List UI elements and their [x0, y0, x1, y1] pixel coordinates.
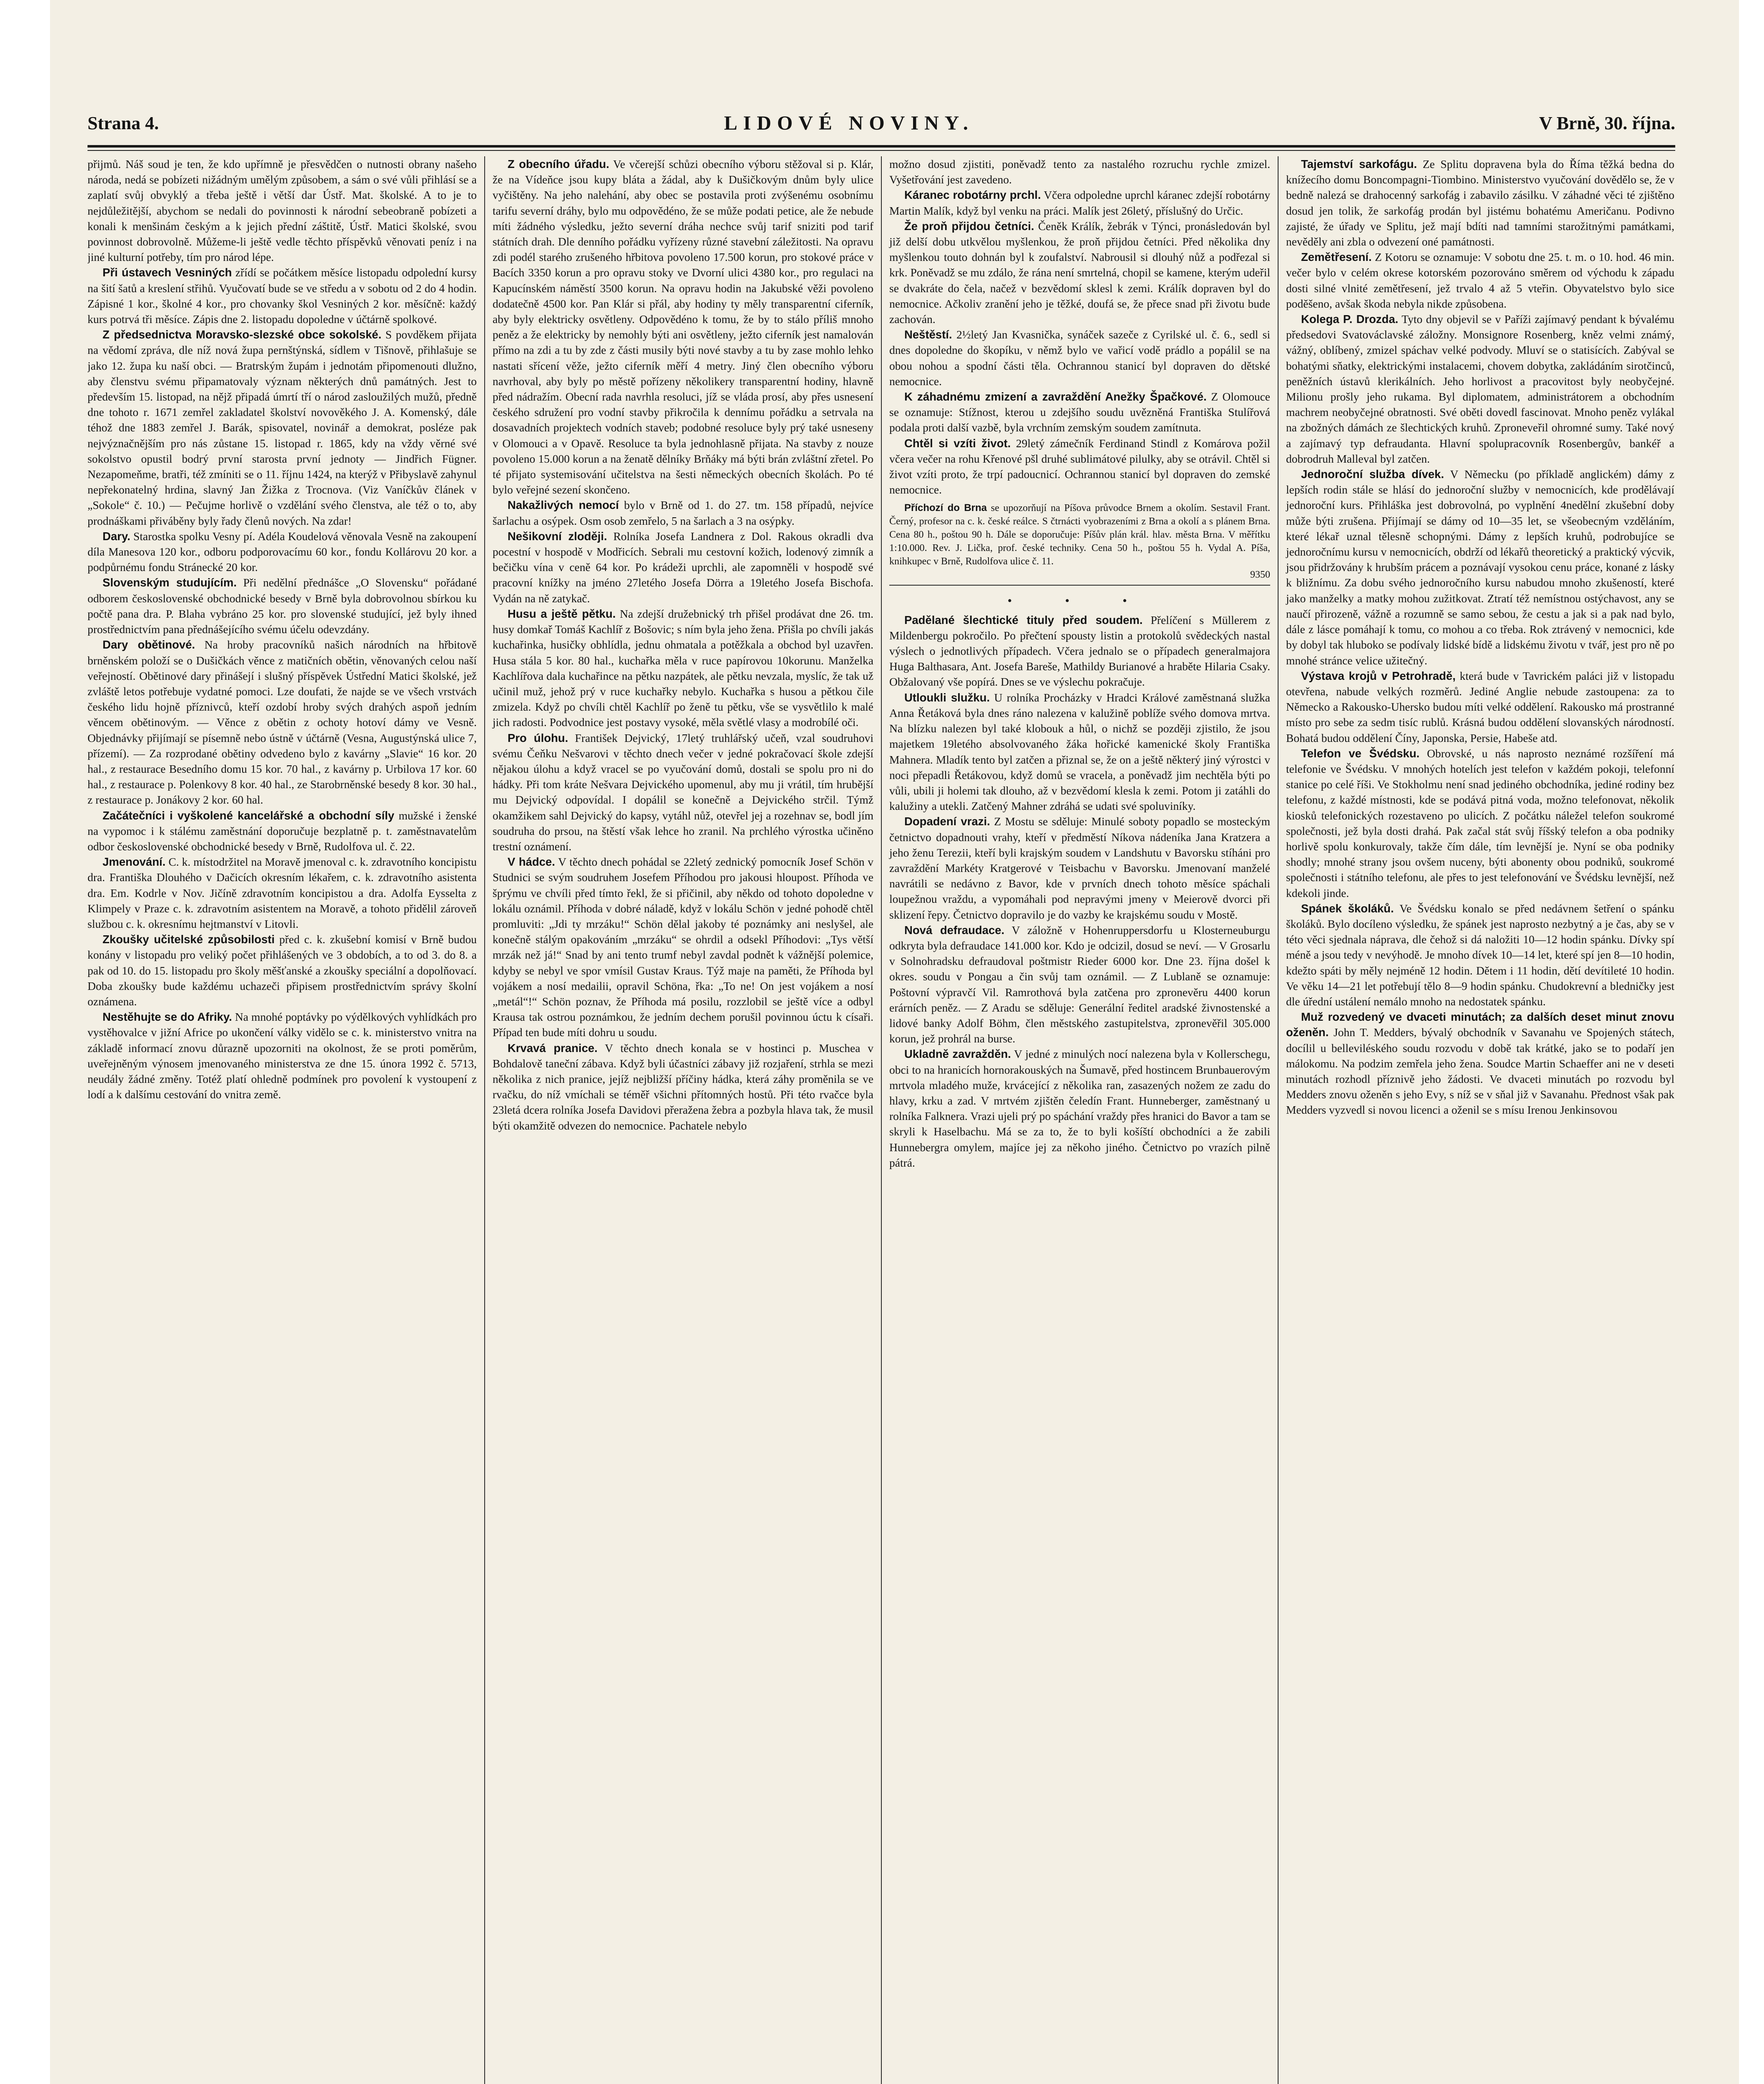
- article-body: zřídí se počátkem měsíce listopadu odpolední kursy na šití šatů a kreslení střihů. Vyučovatí bude se ve středu a v sobotu od 2 do 4 hodin. Zápisné 1 kor., školné 4 kor., pro chovanky škol Vesniných 2 kor. měsíčně: každý kurs potrvá tři měsíce. Zápis dne 2. listopadu dopoledne v účtárně spolkové.: [88, 266, 477, 326]
- article-body: 2½letý Jan Kvasnička, synáček sazeče z Cyrilské ul. č. 6., sedl si dnes dopoledne do škopíku, v němž bylo ve vařicí vodě prádlo a popálil se na obou nohou a spodní části těla. Ochrannou stanicí byl dopraven do dětské nemocnice.: [889, 328, 1270, 388]
- article-body: 29letý zámečník Ferdinand Stindl z Komárova požil včera večer na rohu Křenové pšl druhé sublimátové pilulky, aby se otrávil. Chtěl si život vzíti proto, že trpí padoucnicí. Ochrannou stanicí byl dopraven do zemské nemocnice.: [889, 436, 1271, 496]
- article-body: Ze Splitu dopravena byla do Říma těžká bedna do knížecího domu Boncompagni-Tiombino. Ministerstvo vyučování dovědělo se, že v bedně nalezá se drahocenný sarkofág i zabavilo zásilku. V záhadné věci té zjištěno dosud jen tolik, že sarkofág prodán byl jistému bohatému Američanu. Podivno zajisté, že úřady ve Splitu, jež mají bdíti nad tamními starožitnými památkami, nevěděly ani zbla o odvezení oné památnosti.: [1286, 158, 1674, 248]
- article-body: Starostka spolku Vesny pí. Adéla Koudelová věnovala Vesně na zakoupení díla Manesova 120 kor., odboru podporovacímu 60 kor., fondu Kollárovu 20 kor. a podpůrnému fondu Stránecké 20 kor.: [88, 529, 477, 574]
- article-body: S povděkem přijata na vědomí zpráva, dle níž nová župa pernštýnská, sídlem v Tišnově, přihlašuje se jako 12. župa ku naší obci. — Bratrským župám i jednotám připomenouti dlužno, aby členstvu svému připamatovaly význam některých dnů památných. Jest to především 15. listopad, na nějž připadá úmrtí tří o národ zasloužilých mužů, předně dne tohoto r. 1671 zemřel zakladatel školství novověkého J. A. Komenský, dále téhož dne 1883 zemřel J. Barák, spisovatel, novinář a demokrat, posléze pak nejvýznačnějším pro nás zůstane 15. listopad r. 1865, kdy na vždy věrné své sokolstvo opustil bodrý první starosta první jednoty — Jindřich Fügner. Nezapomeňme, bratři, též zmíniti se o 11. říjnu 1424, na kterýž v Přibyslavě zahynul nepřekonatelný hrdina, slavný Jan Žižka z Trocnova. (Viz Vaníčkův článek v „Sokole“ č. 10.) — Pečujme horlivě o vzdělání svého členstva, ale též o to, aby prodnáškami přiváběny byly řady členů nových. Na zdar!: [88, 328, 477, 527]
- article-body: před c. k. zkušební komisí v Brně budou konány v listopadu pro veliký počet přihlášených ve 3 obdobích, a to od 3. do 8. a pak od 10. do 15. listopadu pro školy měšťanské a zkoušky speciální a dopolňovací. Doba zkoušky bude každému uchazeči připisem prostřednictvím správy školní oznámena.: [88, 933, 477, 1008]
- article-body: se upozorňují na Píšova průvodce Brnem a okolím. Sestavil Frant. Černý, profesor na c. k. české reálce. S čtrnácti vyobrazeními z Brna a okolí a s plánem Brna. Cena 80 h., poštou 90 h. Dále se doporučuje: Píšův plán král. hlav. města Brna. V měřítku 1:10.000. Rev. J. Lička, prof. české techniky. Cena 50 h., poštou 55 h. Vydal A. Píša, knihkupec v Brně, Rudolfova ulice č. 11.: [889, 503, 1271, 567]
- article-heading: Z obecního úřadu.: [508, 158, 609, 170]
- article: [1286, 1009, 1674, 1117]
- article-heading: K záhadnému zmizení a zavraždění Anežky Špačkové.: [904, 390, 1207, 403]
- article: [889, 156, 1270, 187]
- article-heading: Telefon ve Švédsku.: [1301, 746, 1420, 760]
- article: [1286, 901, 1674, 1009]
- article-body: Na mnohé poptávky po výdělkových vyhlídkách pro vystěhovalce v jižní Africe po ukončení války vidělo se c. k. ministerstvo vnitra na základě informací znovu důrazně upozorniti na okolnost, že se proti poměrům, uveřejněným výnosem jmenovaného ministerstva ze dne 15. února 1992 č. 5713, neudály žádné změny. Totéž platí ohledně podmínek pro povolení k vystoupení z lodí a k dalšímu cestování do vnitra země.: [88, 1010, 477, 1101]
- article: [1286, 156, 1674, 249]
- article: [889, 1046, 1270, 1170]
- column-4: [1278, 156, 1674, 2084]
- article: [88, 1009, 477, 1102]
- article-heading: Zkoušky učitelské způsobilosti: [103, 933, 275, 946]
- article-body: Včera odpoledne uprchl káranec zdejší robotárny Martin Malík, když byl venku na práci. Malík jest 26letý, příslušný do Určic.: [889, 188, 1270, 217]
- article: [889, 218, 1270, 327]
- article-body: Na hroby pracovníků našich národních na hřbitově brněnském položí se o Dušičkách věnce z matičních obětin, věnovaných celou naší veřejností. Obětinové dary přinášejí i slušný příspěvek Ústřední Matici školské, jež zvláště letos potřebuje vydatné pomoci. Lze doufati, že najde se ve všech vrstvách českého lidu hojně příznivců, kteří ozdobí hroby svých drahých aspoň jedním věncem obětinovým. — Věnce z obětin z ochoty hotoví dámy ve Vesně. Objednávky přijímají se písemně nebo ústně v účtárně (Vesna, Augustýnská ulice 7, přízemí). — Za rozprodané obětiny odvedeno bylo z kavárny „Slavie“ 16 kor. 20 hal., z restaurace Besedního domu 15 kor. 70 hal., z kavárny p. Urbilova 17 kor. 60 hal., z restaurace p. Polenkovy 8 kor. 40 hal., ze Starobrněnské besedy 8 kor. 30 hal., z restaurace p. Jonákovy 2 kor. 60 hal.: [88, 638, 477, 807]
- article-body: Z Mostu se sděluje: Minulé soboty popadlo se mosteckým četnictvo dopadnouti vrahy, kteří v předměstí Níkova nádeníka Jana Kratzera a jeho ženu Terezii, kteří byli krajským soudem v Landshutu v Bavorsku stíháni pro zavraždění Markéty Kratgerové v Teisbachu v Bavorsku. Jmenovaní manželé navrátili se nedávno z Bavor, kde v prvních dnech tohoto měsíce spáchali loupežnou vraždu, a vypomáhali pod nepravými jmeny v Meierově dvorci při sklizení řepy. Četnictvo dopravilo je do vazby ke krajskému soudu v Mostě.: [889, 815, 1271, 921]
- article-heading: Nestěhujte se do Afriky.: [103, 1010, 232, 1024]
- article: [889, 187, 1270, 218]
- article-heading: Dary.: [103, 529, 130, 543]
- section-separator: • • •: [1007, 594, 1152, 608]
- page-header: [88, 104, 1675, 142]
- article-heading: Slovenským studujícím.: [103, 576, 237, 589]
- article-heading: Nakažlivých nemocí: [508, 498, 619, 512]
- article: [493, 606, 873, 730]
- masthead: LIDOVÉ NOVINY.: [724, 112, 974, 134]
- article-heading: Padělané šlechtické tituly před soudem.: [904, 613, 1143, 626]
- article: [493, 1040, 873, 1133]
- article-heading: Husu a ještě pětku.: [508, 607, 616, 620]
- article-heading: Nešikovní zloději.: [508, 529, 607, 543]
- article-body: mužské i ženské na vypomoc i k stálému zaměstnání doporučuje bezplatně p. t. zaměstnavatelům odbor československé obchodnické besedy v Brně, Rudolfova ul. č. 22.: [88, 809, 477, 853]
- article: [1286, 668, 1674, 746]
- article: [88, 932, 477, 1009]
- article-body: Obrovské, u nás naprosto neznámé rozšíření má telefonie ve Švédsku. V mnohých hotelích jest telefon v každém pokoji, telefonní stanice po celé říši. Ve Stokholmu není snad jediného obchodníka, jediné rodiny bez telefonu, z každé místnosti, kde se podává pitná voda, možno telefonovat, několik kiosků telefonických rozestaveno po ulicích. Z počátku náležel telefon soukromé společnosti, jež byla dosti drahá. Pak začal stát svůj říšský telefon a oba podniky horlivě spolu konkurovaly, takže čím dále, tím levnější je. Nyní se oba podniky shodly; mnohé strany jsou ovšem nuceny, býti abonenty obou podniků, soukromé společnosti i státního telefonu, ale přes to jest telefonování ve Švédsku levnější, než kdekoli jinde.: [1286, 746, 1674, 899]
- article: [493, 730, 873, 854]
- article-heading: Začátečníci i vyškolené kancelářské a obchodní síly: [103, 809, 395, 822]
- article-heading: Že proň přijdou četníci.: [904, 219, 1034, 233]
- columns: [88, 156, 1675, 2084]
- article-heading: Dary obětinové.: [103, 638, 195, 651]
- header-rule: [88, 145, 1675, 148]
- article-body: Ve včerejší schůzi obecního výboru stěžoval si p. Klár, že na Vídeňce jsou kupy bláta a žádal, aby k Dušičkovým dnům byly ulice vyčištěny. Na jeho nalehání, aby obec se postavila proti zvýšenému osobnímu tarifu severní dráhy, bylo mu odpovědéno, že se může podati petice, ale že nebude míti žádného výsledku, ježto severní dráha nechce svůj tarif sniziti pod tarif státních drah. Dle denního pořádku vyřízeny různé stavební záležitosti. Na opravu zdi podél starého zrušeného hřbitova povoleno 17.500 korun, pro stokové práce v Bacích 3350 korun a pro opravu stoky ve Dvorní ulici 4380 kor., pro regulaci na Kapucínském náměstí 3500 korun. Na opravu hodin na Jakubské věži povoleno dodatečně 4500 kor. Pan Klár si přál, aby hodiny ty měly transparentní ciferník, aby byly elektricky osvětleny. Odpovědéno k tomu, že by to stálo příliš mnoho peněz a že elektricky by nemohly býti ani osvětleny, ježto ciferník jest namalován přímo na zdi a tu by zde z části musily býti nové stavby a tu by zase mohlo lehko nastati sřícení věže, ježto ciferník měří 4 metry. Jiný člen obecního výboru navrhoval, aby byly po městě pořízeny několikery transparentní hodiny, hlavně před nádražím. Obecní rada navrhla resoluci, jíž se vláda prosí, aby přes usnesení českého sdružení pro vodní stavby přikročila k dennímu pořádku a setrvala na dosavadních projektech vodních staveb; podobné resoluce byly prý také usneseny v Olomouci a v Opavě. Resoluce ta byla jednohlasně přijata. Na stavby z nouze povoleno 15.000 korun a na ženatě dělníky Brňáky má býti brán zvláštní zřetel. Po té přijato systemisování učitelstva na šesti německých obecních školách. Po té bylo veřejné sezení skončeno.: [493, 158, 873, 496]
- article: [1286, 249, 1674, 311]
- article: [88, 156, 477, 265]
- article-body: Přelíčení s Müllerem z Mildenbergu pokročilo. Po přečtení spousty listin a protokolů svědeckých nastal výslech o jednotlivých případech. Včera jednalo se o případech generalmajora Huga Balthasara, Ant. Josefa Bareše, Mathildy Burianové a hraběte Hilaria Csaky. Obžalovaný vše popírá. Dnes se ve výslechu pokračuje.: [889, 613, 1271, 689]
- article-body: V jedné z minulých nocí nalezena byla v Kollerschegu, obci to na hranicích hornorakouských na Šumavě, před hostincem Brunbauerovým mrtvola mladého muže, krvácející z několika ran, zasazených nožem ze zadu do hlavy, krku a zad. V mrtvém zjištěn čeledín Frant. Hunneberger, zaměstnaný u rolníka Falknera. Vrazi ujeli prý po spáchání vraždy přes hranici do Bavor a tam se skryli k Haselbachu. Má se za to, že to byli košíští obchodníci a že zabili Hunnebergra omylem, majíce jej za někoho jiného. Četnictvo po vrazích pilně pátrá.: [889, 1047, 1270, 1169]
- article: [889, 814, 1270, 922]
- article: [493, 529, 873, 606]
- article-body: Rolníka Josefa Landnera z Dol. Rakous okradli dva pocestní v hospodě v Modřicích. Sebrali mu cestovní kožich, lodenový zimník a bečičku vína v ceně 64 kor. Po krádeži uprchli, ale zapomněli v hospodě své pracovní knížky na jméno 27letého Josefa Dörra a 19letého Josefa Bischofa. Vydán na ně zatykač.: [493, 529, 874, 605]
- article-body: John T. Medders, bývalý obchodník v Savanahu ve Spojených státech, docílil u belleviléského soudu rozvodu v době tak krátké, jako se to podaří jen málokomu. Na podzim zemřela jeho žena. Soudce Martin Schaeffer ani ne v deseti minutách rozhodl příznivě jeho žádosti. Ve dvaceti minutách po rozvodu byl Medders znovu oženěn s jeho Evy, s níž se v sňal již v Savanahu. Přednost však pak Medders vyzvedl si novou licenci a oženil se s mísu Irenou Jenkinsovou: [1286, 1026, 1674, 1117]
- article: [889, 690, 1270, 814]
- article: [88, 529, 477, 575]
- notice-code: 9350: [1250, 569, 1270, 581]
- article-heading: Dopadení vrazi.: [904, 815, 990, 828]
- article-body: Tyto dny objevil se v Paříži zajímavý pendant k bývalému předsedovi Svatováclavské záložny. Monsignore Rosenberg, kněz velmi známý, vážný, oblíbený, zmizel spáchav velké podvody. Mluví se o statisících. Zabýval se bohatými sňatky, elektrickými instalacemi, chovem dobytka, zakládáním sirotčinců, peněžních ústavů klerikálních. Jeho horlivost a pracovitost byly neobyčejné. Milionu prošly jeho rukama. Byl diplomatem, administrátorem a obchodním machrem neobyčejné obratnosti. Své oběti dovedl fascinovat. Mnoho peněz vylákal na zbožných dámách ze šlechtických kruhů. Zproneveřil ohromné sumy. Také nový a zajímavý typ defraudanta. Hlavní spolupracovník Rosenbergův, bankéř a dobrodruh Malleval byl zatčen.: [1286, 313, 1674, 465]
- article-body: Na zdejší družebnický trh přišel prodávat dne 26. tm. husy domkař Tomáš Kachlíř z Bošovic; s ním byla jeho žena. Přišla po chvíli jakás kuchařinka, husičky obhlídla, jednu ohmatala a potěžkala a obchod byl uzavřen. Husa stála 5 kor. 80 hal., kuchařka měla v ruce papírovou 10korunu. Manželka Kachlířova dala kuchařince na pětku nazpátek, ale pětku nevzala, myslíc, že tak už učinil muž, jehož prý v ruce kuchařky nebylo. Kuchařka s husou a pětkou čile zmizela. Když po chvíli chtěl Kachlíř po ženě tu pětku, vše se vysvětlilo k malé jich radosti. Podvodnice jest postavy vysoké, měla světlé vlasy a modrobílé oči.: [493, 607, 874, 729]
- article-heading: Příchozí do Brna: [904, 502, 987, 514]
- article-body: U rolníka Procházky v Hradci Králové zaměstnaná služka Anna Řetáková byla dnes ráno nalezena v kalužině poblíže svého domova mrtva. Na blízku nalezen byl také klobouk a hůl, o nichž se později zjistilo, že jsou majetkem 19letého absolvovaného žáka hořické kamenické školy Františka Mahnera. Mladík tento byl zatčen a přiznal se, že on a ještě některý jiný výrostci v noci přepadli Řetákovou, když domů se vracela, a poněvadž jim nechtěla býti po vůli, ubili ji holemi tak dlouho, až v bezvědomí klesla k zemi. Potom ji zatáhli do kalužiny a utekli. Zatčený Mahner zdráhá se udati své spoluviníky.: [889, 691, 1271, 813]
- article-heading: Zemětřesení.: [1301, 250, 1372, 264]
- article: [88, 637, 477, 807]
- article-body: Z Kotoru se oznamuje: V sobotu dne 25. t. m. o 10. hod. 46 min. večer bylo v celém okrese kotorském pozorováno směrem od východu k západu dosti silné vlnité zemětřesení, jež trvalo 4 až 5 vteřin. Obyvatelstvo bylo sice poděšeno, avšak škoda nebyla nikde způsobena.: [1286, 250, 1674, 310]
- article: [1286, 466, 1674, 668]
- article-heading: Jednoroční služba dívek.: [1301, 468, 1444, 481]
- article-heading: Krvavá pranice.: [508, 1041, 598, 1055]
- header-rule-thin: [88, 150, 1675, 151]
- article: [889, 327, 1270, 389]
- article-body: František Dejvický, 17letý truhlářský učeň, vzal soudruhovi svému Čeňku Nešvarovi v těchto dnech večer v jedné pokračovací škole zdejší nějakou úlohu a když vracel se po vyučování domů, dostali se spolu pro ni do hádky. Při tom kráte Nešvara Dejvického upomenul, aby mu ji vrátil, tím hrubější mu Dejvický odpovídal. I dopálil se konečně a Dejvického strčil. Týmž okamžikem sahl Dejvický do kapsy, vytáhl nůž, otevřel jej a rozehnav se, bodl jím soudruha do prsou, na štěstí však lehce ho zranil. Na prchlého výrostka učiněno trestní oznámení.: [493, 731, 873, 853]
- article: [88, 808, 477, 854]
- article-heading: Utloukli služku.: [904, 691, 990, 704]
- article-heading: Jmenování.: [103, 855, 166, 869]
- article-body: V záložně v Hohenruppersdorfu u Klosterneuburgu odkryta byla defraudace 141.000 kor. Kdo je odcizil, dosud se neví. — V Grosarlu v Solnohradsku defraudoval poštmistr Rieder 6000 kor. Dne 23. října došel k okres. soudu v Pongau a čin svůj tam oznámil. — Z Lublaně se oznamuje: Poštovní výpravčí Vil. Ramrothová byla zatčena pro zpronevěru 4400 korun erárních peněz. — Z Aradu se sděluje: Generální ředitel aradské živnostenské a lidové banky Adolf Böhm, člen městského zastupitelstva, zpronevěřil 305.000 korun, jež prohrál na burse.: [889, 923, 1270, 1045]
- article-heading: Spánek školáků.: [1301, 902, 1394, 915]
- page-margin-right: [1739, 0, 1764, 2084]
- article: [1286, 746, 1674, 901]
- article-heading: Kolega P. Drozda.: [1301, 313, 1399, 326]
- page-number: Strana 4.: [88, 113, 159, 133]
- article-body: Z Olomouce se oznamuje: Stížnost, kterou u zdejšího soudu uvězněná Františka Stulířová podala proti další vazbě, byla vrchním zemským soudem zamítnuta.: [889, 390, 1270, 434]
- article-heading: Z předsednictva Moravsko-slezské obce sokolské.: [103, 328, 382, 341]
- article: [493, 854, 873, 1040]
- article-body: která bude v Tavrickém paláci již v listopadu otevřena, nabude velkých rozměrů. Jediné Anglie nebude zastoupena: za to Německo a Rakousko-Uhersko budou míti velké oddělení. Rakousko má prostranné místo pro sebe za sedm tisíc rublů. Krásná budou oddělení slovanských národností. Bohatá budou oddělení Číny, Japonska, Persie, Habeše atd.: [1286, 669, 1674, 744]
- article-body: V Německu (po příkladě anglickém) dámy z lepších rodin stále se hlásí do jednoroční služby v nemocnicích, kde prodělávají jednoroční kurs. Přihláška jest dobrovolná, po vyplnění 4nedělní zkušební doby může býti zrušena. Přijímají se dámy od 10—35 let, se všeobecným vzděláním, které lékař uznal tělesně schopnými. Dámy z lepších kruhů, podrobujíce se jednoročnímu kursu v nemocnicích, obdrží od lékařů theoretický a praktický výcvik, jsou přidržovány k hrubším prácem a poznávají vysokou cenu práce, konané z lásky k bližnímu. Za dobu svého jednoročního kursu nabudou mnoho zkušeností, které jako manželky a matky mohou zužitkovat. Ztratí též nemístnou ostýchavost, any se naučí přirozeně, vážně a rozumně se samo sebou, že cestu a jak si a pak nad bylo, dále z lásce pomáhají k tomu, co mohou a co třeba. Rok ztrávený v nemocnici, kde by dobyl tak hluboko se podívaly lidské bídě a lidskému životu v tvář, jest pro ně po mnohé stránce velice užitečný.: [1286, 468, 1674, 667]
- article-body: možno dosud zjistiti, poněvadž tento za nastalého rozruchu rychle zmizel. Vyšetřování jest zavedeno.: [889, 158, 1270, 186]
- article: [889, 436, 1270, 498]
- article: [1286, 311, 1674, 466]
- article-heading: Výstava krojů v Petrohradě,: [1301, 669, 1456, 682]
- article-body: bylo v Brně od 1. do 27. tm. 158 případů, nejvíce šarlachu a osýpek. Osm osob zemřelo, 5 na šarlach a 3 na osýpky.: [493, 498, 874, 527]
- article: [88, 265, 477, 327]
- column-3: [881, 156, 1278, 2084]
- article-heading: Neštěstí.: [904, 328, 952, 341]
- article-heading: Muž rozvedený ve dvaceti minutách; za dalších deset minut znovu oženěn.: [1286, 1010, 1674, 1039]
- article: [889, 612, 1270, 690]
- article: [889, 922, 1270, 1047]
- article-body: V těchto dnech konala se v hostinci p. Muschea v Bohdalově taneční zábava. Když byli účastníci zábavy již rozjaření, strhla se mezi několika z nich pranice, jejíž nejbližší příčiny hádka, která záhy proměnila se ve rvačku, do níž vmíchali se téměř všichni přítomných hostů. Při této rvačce byla 23letá dcera rolníka Josefa Davidovi přeražena žebra a pozbyla hlava tak, že musil býti okamžitě odvezen do nemocnice. Pachatele nebylo: [493, 1041, 873, 1132]
- article-heading: V hádce.: [508, 855, 555, 869]
- article-body: přijmů. Náš soud je ten, že kdo upřímně je přesvědčen o nutnosti obrany našeho národa, nedá se pobízeti nižádným umělým způsobem, a sám o své vůli přihlásí se a zaplatí svůj obvyklý a třeba ještě i větší dar Ústř. Mat. školské. A to je to nejdůležitější, abychom se nedali do povinnosti k národní sebeobraně pobízeti a konali k menšinám českým a k jejich přední záštitě, Ústř. Matici školské, svou povinnost dobrovolně. Můžeme-li ještě vedle těchto příspěvků věnovati peníz i na jiné kulturní potřeby, tím pro národ lépe.: [88, 158, 477, 264]
- article: [493, 497, 873, 528]
- issue-date: V Brně, 30. října.: [1539, 113, 1675, 133]
- article: [88, 575, 477, 637]
- article-heading: Pro úlohu.: [508, 731, 568, 744]
- article: [88, 327, 477, 529]
- article-heading: Tajemství sarkofágu.: [1301, 158, 1417, 170]
- article-heading: Při ústavech Vesniných: [103, 266, 232, 279]
- article-heading: Chtěl si vzíti život.: [904, 436, 1011, 450]
- article-body: Při nedělní přednášce „O Slovensku“ pořádané odborem československé obchodnické besedy v Brně byla dobrovolnou sbírkou ku počtě pana dra. P. Blaha vybráno 25 kor. pro slovenské studující, jež byly ihned prostřednictvím pana přednášejícího svému účelu odevzdány.: [88, 576, 477, 636]
- column-1: [88, 156, 484, 2084]
- article-heading: Káranec robotárny prchl.: [904, 188, 1041, 202]
- article: [889, 389, 1270, 436]
- article-heading: Nová defraudace.: [904, 923, 1005, 937]
- article: [493, 156, 873, 497]
- article-heading: Ukladně zavražděn.: [904, 1047, 1011, 1061]
- page-margin-left: [0, 0, 50, 2084]
- article-body: V těchto dnech pohádal se 22letý zednický pomocník Josef Schön v Studnici se svým soudruhem Josefem Příhodou pro jakousi hloupost. Příhoda ve šprýmu ve chvíli před tímto řekl, že si přičinil, aby někdo od tohoto dopoledne v lokálu oznámil. Příhoda v dobré náladě, když v lokálu Schön v jedné pohodě chtěl promluviti: „Jdi ty mrzáku!“ Schön dělal jakoby té poznámky ani neslyšel, ale konečně stálým opakováním „mrzáku“ se ohrdil a odsekl Příhodovi: „Tys větší mrzák než já!“ Snad by ani tento trumf nebyl zavdal podnět k vážnější polemice, kdyby se nebyl ve spor vmísil Gustav Kraus. Týž maje na paměti, že Příhoda byl vojákem a nosí medailii, opravil Schöna, řka: „To ne! On jest vojákem a nosí „metál“!“ Schön poznav, že Příhoda má posilu, rozzlobil se ještě více a odbyl Krausa tak ostrou poznámkou, že jedním dechem porušil povinnou úctu k císaři. Případ ten bude míti dohru u soudu.: [493, 855, 873, 1039]
- column-2: [484, 156, 881, 2084]
- notice-rule: [889, 585, 1270, 586]
- article-body: C. k. místodržitel na Moravě jmenoval c. k. zdravotního koncipistu dra. Františka Dlouhého v Dačicích okresním lékařem, c. k. zdravotního asistenta dra. Em. Kodrle v Nov. Jičíně zdravotním koncipistou a dra. Adolfa Eysselta z Klimpely v Praze c. k. zdravotním asistentem na Moravě, a tohoto přidělil zároveň službou c. k. okresnímu hejtmanství v Litovli.: [88, 855, 477, 930]
- article-body: Čeněk Králík, žebrák v Týnci, pronásledován byl již delší dobu utkvělou myšlenkou, že proň přijdou četníci. Před několika dny myšlenkou touto dohnán byl k zoufalství. Nabrousil si dlouhý nůž a podřezal si krk. Poněvadž se mu zdálo, že rána není smrtelná, chopil se kamene, kterým udeřil se dvakráte do čela, načež v bezvědomí sklesl k zemi. Králík dopraven byl do nemocnice. Ačkoliv zranění jeho je těžké, doufá se, že přece snad při životu bude zachován.: [889, 219, 1271, 326]
- article: [88, 854, 477, 932]
- article-body: Ve Švédsku konalo se před nedávnem šetření o spánku školáků. Bylo docíleno výsledku, že spánek jest naprosto nezbytný a je čas, aby se v této věci sjednala náprava, dle čehož si dá naložiti 10—12 hodin spánku. Dívky spí méně a jsou tedy v nevýhodě. Je mnoho dívek 10—14 let, které spí jen 8—10 hodin, kdežto spáti by měly nejméně 12 hodin. Dětem i 11 hodin, dětí devítileté 10 hodin. Ve věku 14—21 let potřebují tělo 8—9 hodin spánku. Chudokrevní a bledničky jest dle úřední ustálení nemálo mnoho na nedostatek spánku.: [1286, 902, 1674, 1008]
- advertisement-notice: [889, 501, 1270, 581]
